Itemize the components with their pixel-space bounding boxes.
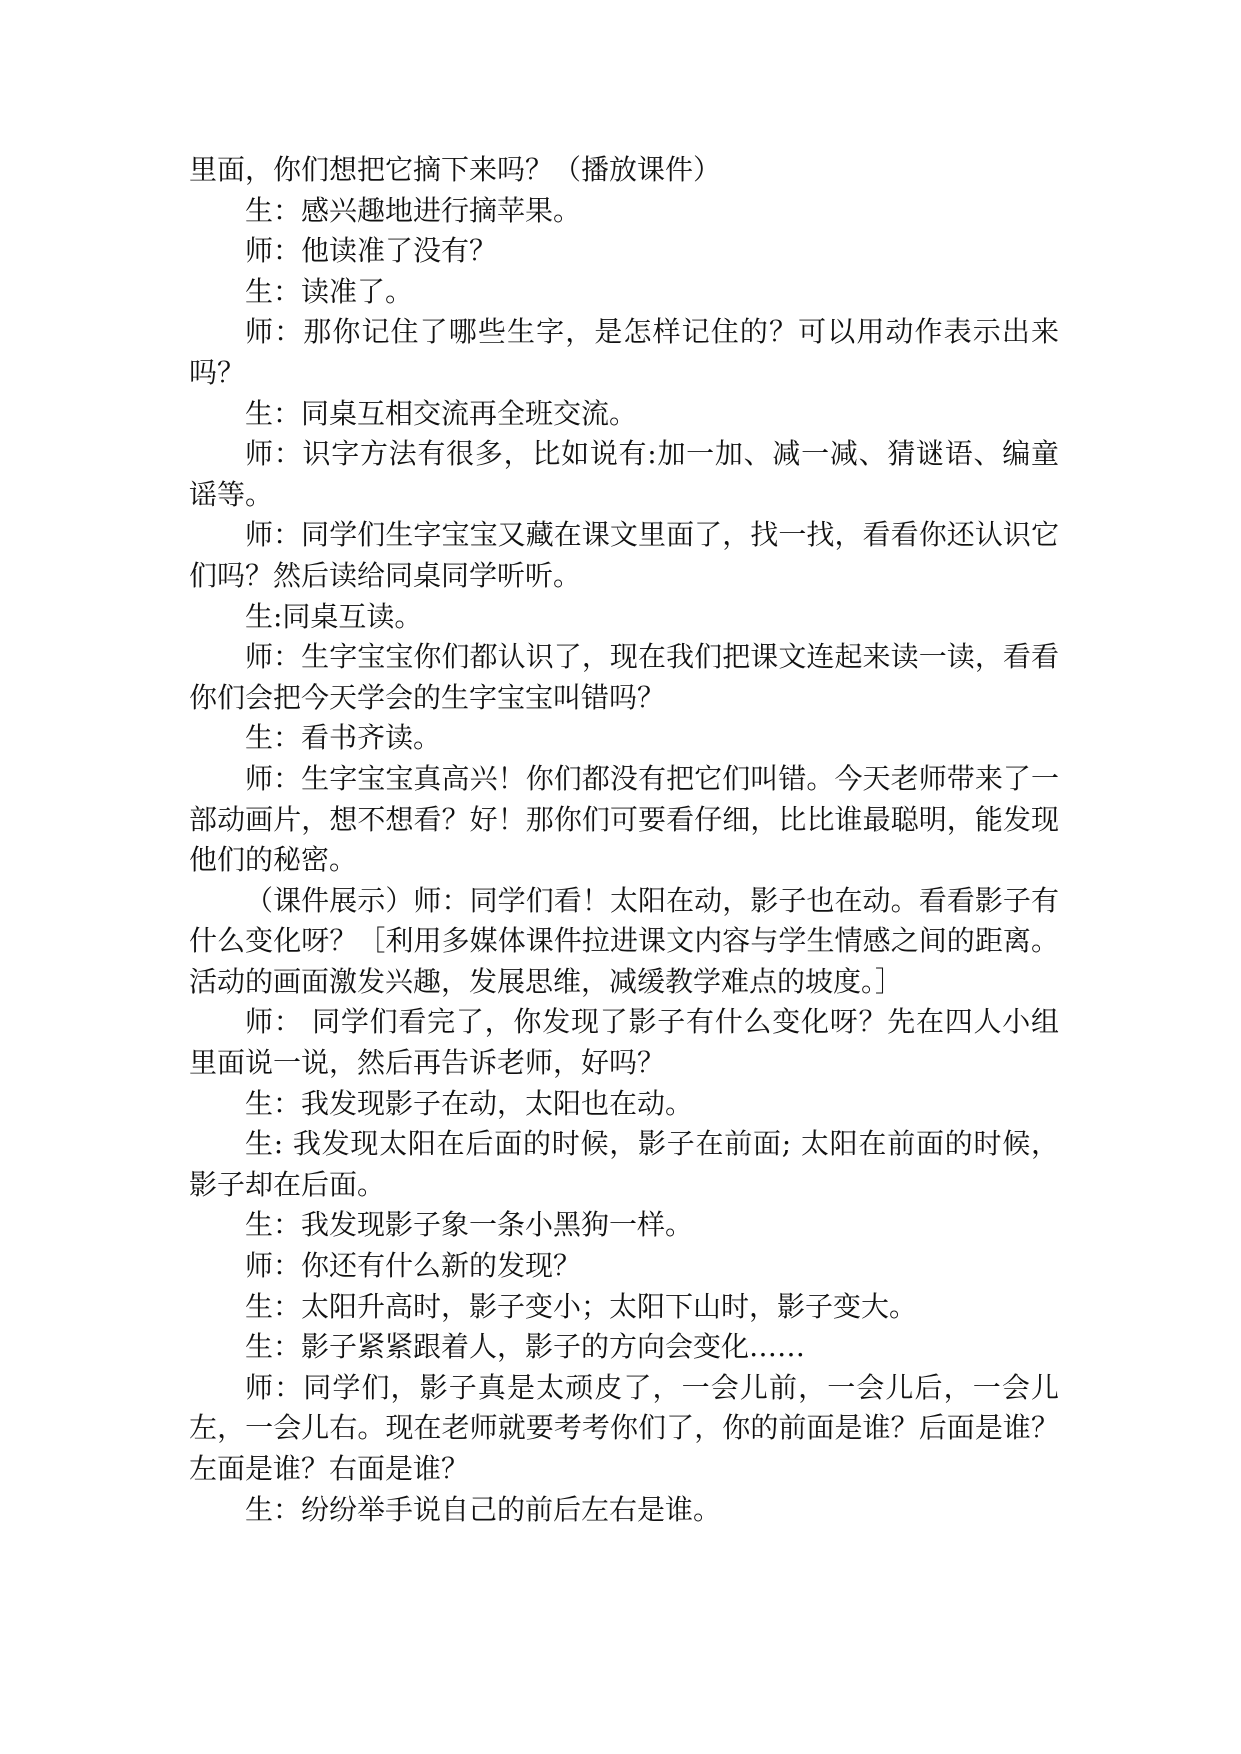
paragraph: 生：感兴趣地进行摘苹果。 [245, 193, 582, 227]
paragraph: 师：同学们，影子真是太顽皮了，一会儿前，一会儿后，一会儿左，一会儿右。现在老师就要考考你们了，你的前面是谁？后面是谁？左面是谁？右面是谁？ [189, 1370, 1059, 1485]
paragraph: 师：识字方法有很多，比如说有:加一加、减一减、猜谜语、编童谣等。 [189, 437, 1059, 511]
paragraph: （课件展示）师：同学们看！太阳在动，影子也在动。看看影子有什么变化呀？［利用多媒体课件拉进课文内容与学生情感之间的距离。活动的画面激发兴趣，发展思维，减缓教学难点的坡度。］ [189, 883, 1059, 998]
paragraph: 生：我发现影子象一条小黑狗一样。 [245, 1208, 694, 1242]
paragraph: 生：影子紧紧跟着人，影子的方向会变化…… [245, 1330, 806, 1364]
paragraph: 里面，你们想把它摘下来吗？（播放课件） [189, 153, 722, 186]
paragraph: 生：太阳升高时，影子变小；太阳下山时，影子变大。 [245, 1289, 918, 1323]
paragraph: 生：读准了。 [245, 274, 414, 308]
paragraph: 师：那你记住了哪些生字，是怎样记住的？可以用动作表示出来吗？ [189, 315, 1059, 389]
paragraph: 师：生字宝宝真高兴！你们都没有把它们叫错。今天老师带来了一部动画片，想不想看？好！那你们可要看仔细，比比谁最聪明，能发现他们的秘密。 [189, 761, 1059, 877]
paragraph: 师： 同学们看完了，你发现了影子有什么变化呀？先在四人小组里面说一说，然后再告诉老师，好吗？ [189, 1005, 1059, 1080]
paragraph: 生：我发现影子在动，太阳也在动。 [245, 1086, 694, 1120]
paragraph: 生：纷纷举手说自己的前后左右是谁。 [245, 1492, 722, 1526]
paragraph: 生: 我发现太阳在后面的时候，影子在前面; 太阳在前面的时候，影子却在后面。 [189, 1127, 1059, 1201]
paragraph: 生:同桌互读。 [245, 599, 423, 633]
paragraph: 生：同桌互相交流再全班交流。 [245, 396, 638, 430]
paragraph: 师：你还有什么新的发现？ [245, 1249, 582, 1283]
paragraph: 生：看书齐读。 [245, 721, 442, 755]
document-body [189, 150, 1059, 1530]
paragraph: 师：同学们生字宝宝又藏在课文里面了，找一找，看看你还认识它们吗？然后读给同桌同学听听。 [189, 518, 1059, 592]
paragraph: 师：生字宝宝你们都认识了，现在我们把课文连起来读一读，看看你们会把今天学会的生字宝宝叫错吗？ [189, 640, 1059, 714]
paragraph: 师：他读准了没有？ [245, 234, 498, 268]
